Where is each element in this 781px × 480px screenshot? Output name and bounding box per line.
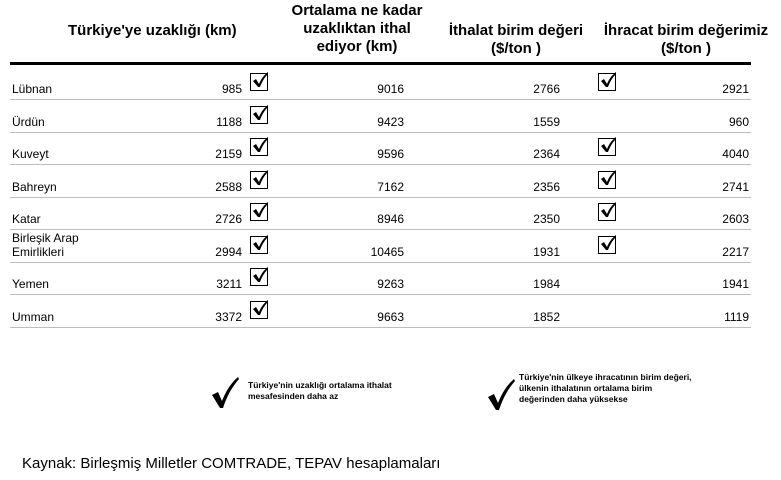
- table-row: [10, 198, 751, 230]
- avg-import-distance-value: 9663: [377, 309, 404, 324]
- import-unit-value: 1984: [533, 277, 560, 291]
- checkbox-checked-icon: [250, 138, 268, 156]
- header-export-unit-value: [596, 22, 776, 58]
- export-unit-value: 2603: [722, 212, 749, 226]
- country-name: Katar: [12, 212, 41, 226]
- table-row: [10, 263, 751, 295]
- distance-value: 2994: [215, 244, 242, 259]
- distance-value: 3211: [216, 277, 242, 291]
- row-divider: [10, 327, 751, 328]
- avg-import-distance-value: 10465: [370, 244, 404, 259]
- import-unit-value: 1931: [533, 244, 560, 259]
- checkbox-checked-icon: [250, 106, 268, 124]
- export-unit-value: 2217: [722, 244, 749, 259]
- checkbox-checked-icon: [598, 236, 616, 254]
- header-distance: [68, 22, 237, 40]
- country-name: Ürdün: [12, 114, 45, 129]
- export-unit-value: 1119: [724, 309, 749, 324]
- source-note: Kaynak: Birleşmiş Milletler COMTRADE, TEPAV hesaplamaları: [22, 455, 441, 472]
- table-row: [10, 101, 751, 133]
- export-unit-value: 4040: [722, 147, 749, 161]
- export-unit-value: 2921: [722, 82, 749, 96]
- avg-import-distance-value: 9016: [377, 82, 404, 96]
- avg-import-distance-value: 8946: [377, 212, 404, 226]
- header-distance-text: Türkiye'ye uzaklığı (km): [68, 22, 237, 39]
- distance-value: 2726: [215, 212, 242, 226]
- country-name: Bahreyn: [12, 179, 57, 194]
- import-unit-value: 1852: [533, 309, 560, 324]
- country-name: Yemen: [12, 277, 49, 291]
- import-unit-value: 2356: [533, 179, 560, 194]
- header-avg-import-distance: [272, 2, 442, 56]
- header-avg-line-2: uzaklıktan ithal: [303, 20, 411, 37]
- header-export-line-1: İhracat birim değerimiz: [603, 22, 769, 39]
- header-avg-line-3: ediyor (km): [316, 38, 398, 55]
- legend-value-text: Türkiye'nin ülkeye ihracatının birim değeri, ülkenin ithalatının ortalama birim değerinden daha yüksekse: [519, 372, 692, 404]
- avg-import-distance-value: 9423: [377, 114, 404, 129]
- export-unit-value: 960: [728, 114, 749, 129]
- header-rule: [10, 62, 751, 65]
- import-unit-value: 2364: [533, 147, 560, 161]
- header-import-unit-value: [436, 22, 596, 58]
- country-name: Emirlikleri: [12, 244, 64, 259]
- checkbox-checked-icon: [250, 203, 268, 221]
- avg-import-distance-value: 9263: [377, 277, 404, 291]
- header-import-line-1: İthalat birim değeri: [448, 22, 584, 39]
- checkbox-checked-icon: [250, 301, 268, 319]
- checkbox-checked-icon: [598, 171, 616, 189]
- header-avg-line-1: Ortalama ne kadar: [291, 2, 423, 19]
- country-name: Umman: [12, 309, 55, 324]
- checkmark-icon: [210, 376, 240, 410]
- checkmark-icon: [486, 378, 516, 412]
- avg-import-distance-value: 7162: [377, 179, 404, 194]
- table-row: [10, 166, 751, 198]
- export-unit-value: 2741: [722, 179, 749, 194]
- header-export-line-2: ($/ton ): [661, 40, 711, 57]
- checkbox-checked-icon: [598, 138, 616, 156]
- checkbox-checked-icon: [598, 73, 616, 91]
- table-row: [10, 296, 751, 328]
- checkbox-checked-icon: [250, 73, 268, 91]
- country-name: Birleşik Arap: [12, 230, 79, 245]
- table-row: [10, 68, 751, 100]
- checkbox-checked-icon: [598, 203, 616, 221]
- distance-value: 985: [221, 82, 242, 96]
- country-name: Lübnan: [12, 82, 53, 96]
- header-import-line-2: ($/ton ): [491, 40, 541, 57]
- country-name: Kuveyt: [12, 147, 49, 161]
- checkbox-checked-icon: [250, 236, 268, 254]
- export-unit-value: 1941: [722, 277, 749, 291]
- import-unit-value: 2350: [533, 212, 560, 226]
- checkbox-checked-icon: [250, 268, 268, 286]
- distance-value: 2588: [215, 179, 242, 194]
- table-row: [10, 231, 751, 263]
- distance-value: 2159: [215, 147, 242, 161]
- table-row: [10, 133, 751, 165]
- avg-import-distance-value: 9596: [377, 147, 404, 161]
- distance-value: 1188: [216, 114, 242, 129]
- import-unit-value: 2766: [533, 82, 560, 96]
- checkbox-checked-icon: [250, 171, 268, 189]
- import-unit-value: 1559: [533, 114, 560, 129]
- legend-distance-text: Türkiye'nin uzaklığı ortalama ithalat mesafesinden daha az: [248, 380, 392, 401]
- distance-value: 3372: [215, 309, 242, 324]
